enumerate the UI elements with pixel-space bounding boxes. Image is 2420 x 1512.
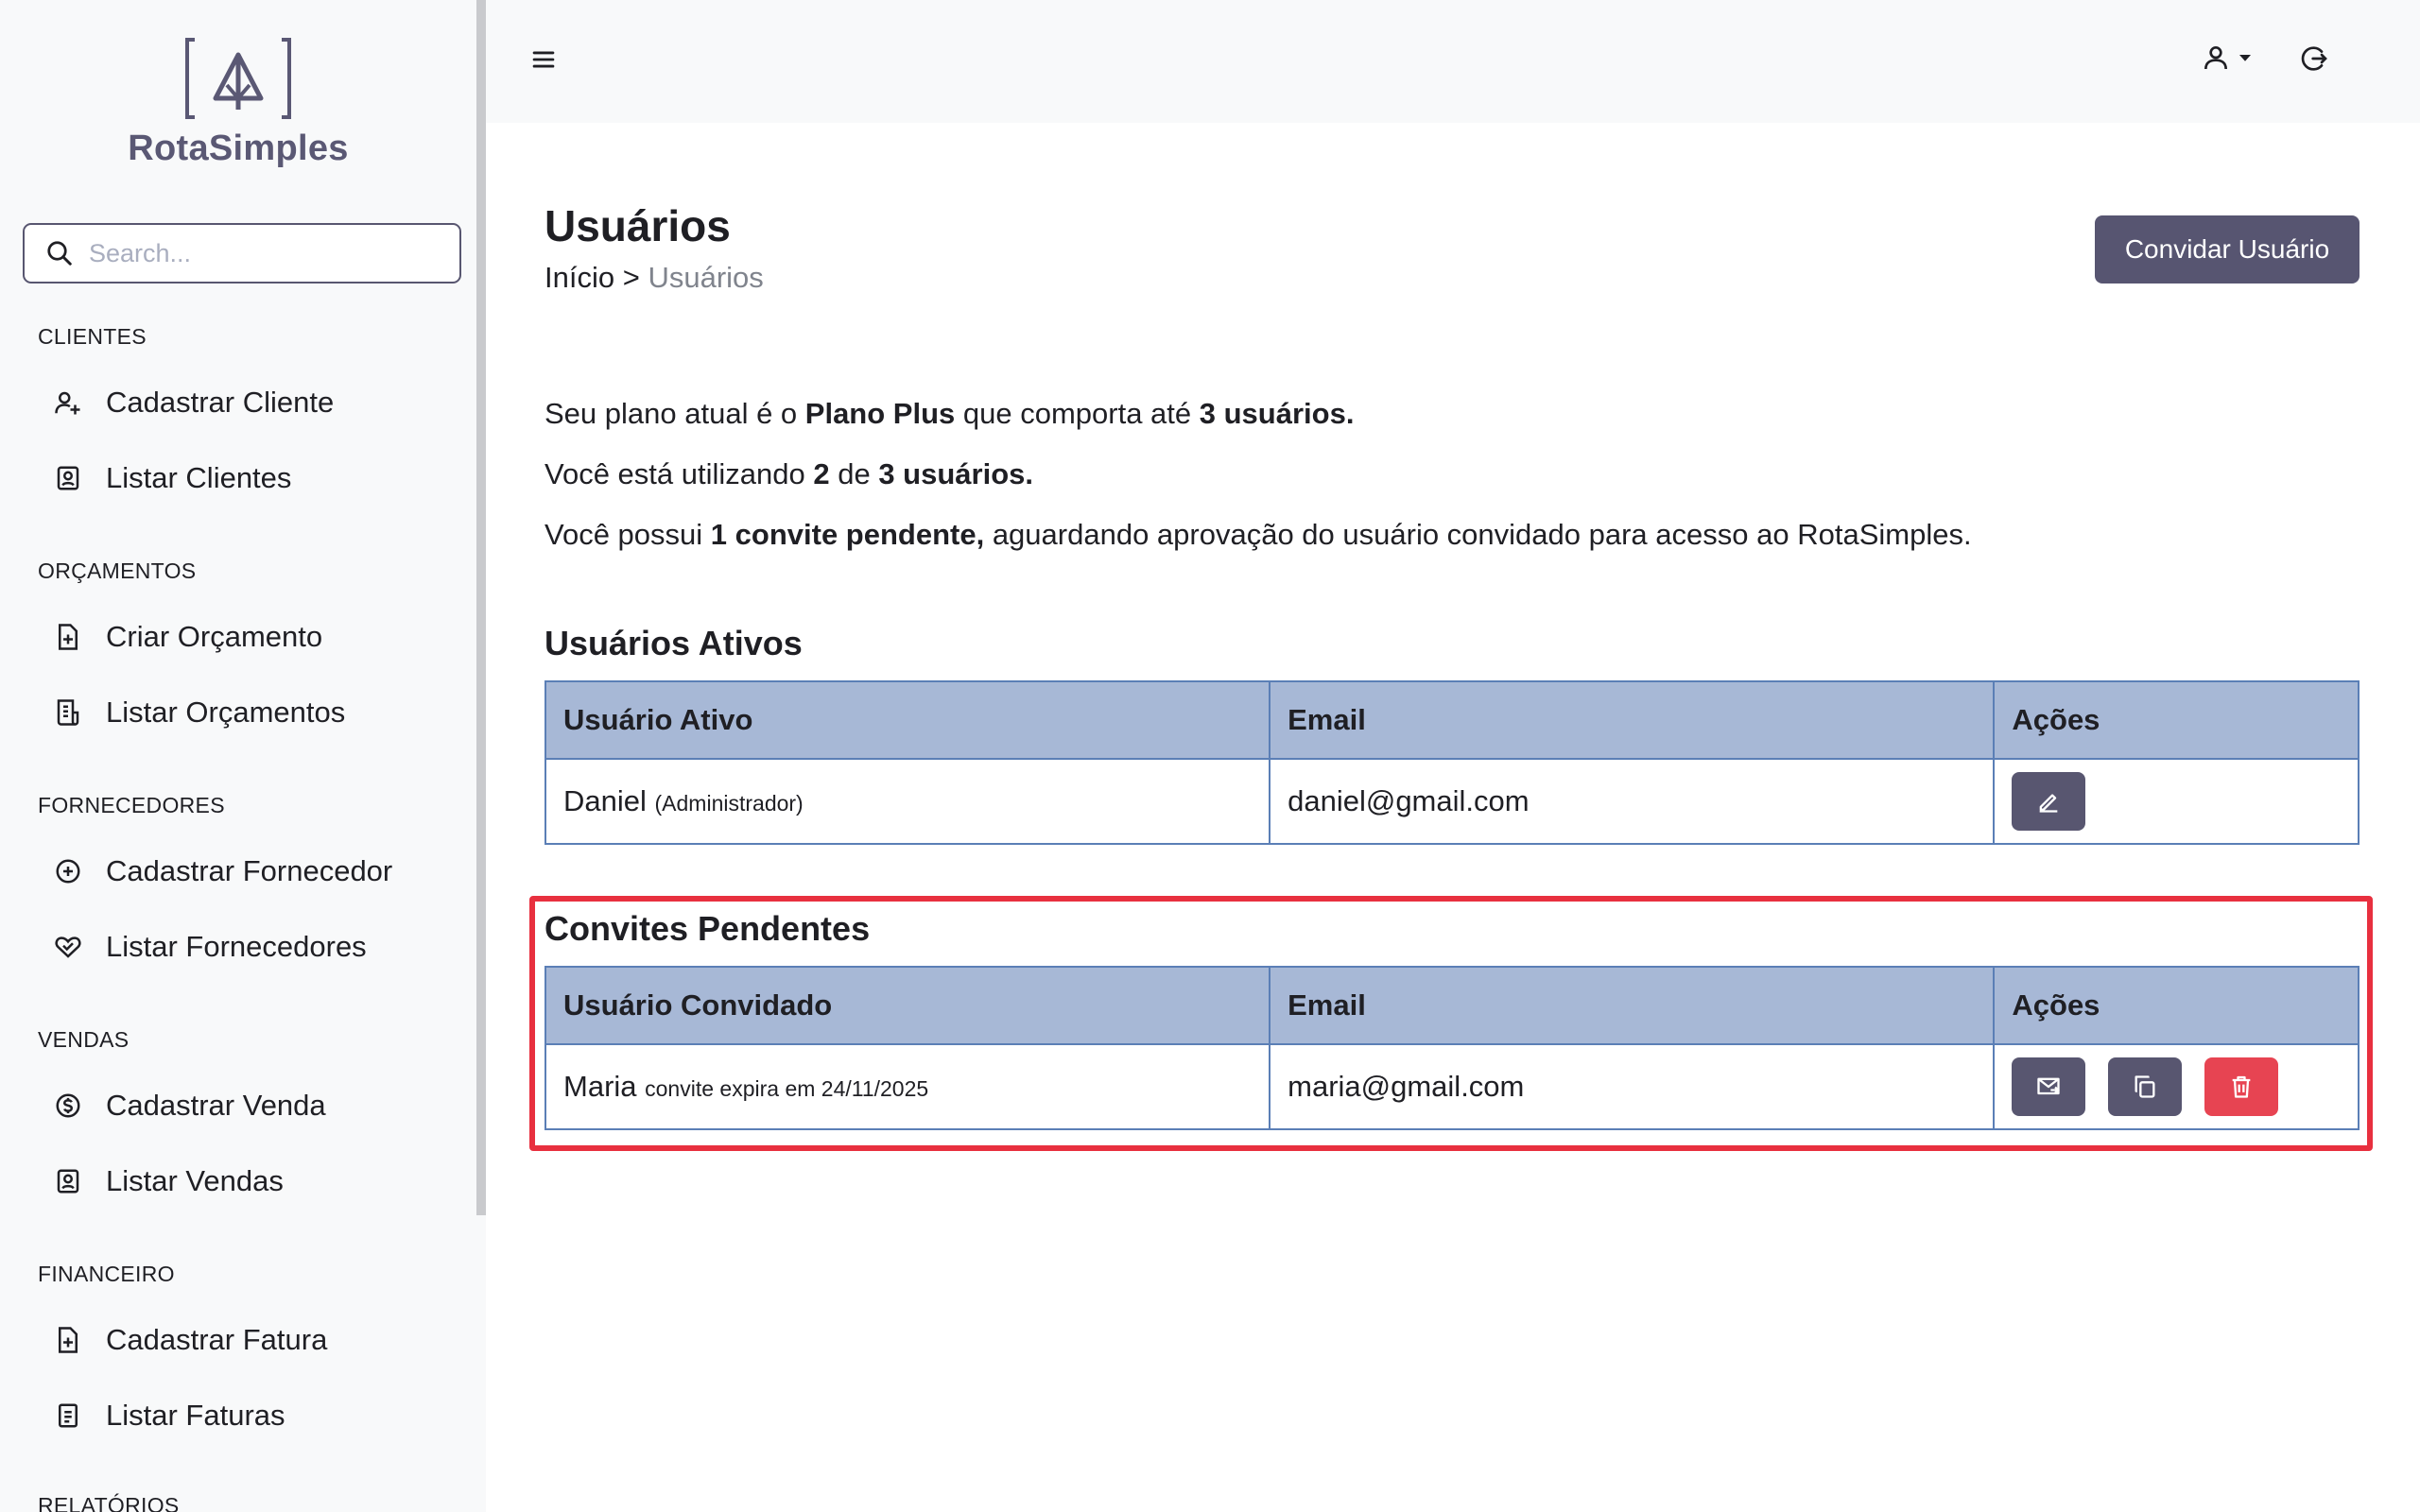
sidebar-item-label: Cadastrar Venda <box>106 1089 326 1122</box>
invite-name-cell <box>545 1044 1270 1129</box>
contact-card-icon <box>53 463 83 493</box>
column-header: Email <box>1270 681 1994 759</box>
caret-down-icon <box>2237 49 2254 66</box>
circle-plus-icon <box>53 856 83 886</box>
contact-card-icon <box>53 1166 83 1196</box>
heart-handshake-icon <box>53 932 83 962</box>
info-text: Você está utilizando <box>544 457 814 490</box>
dollar-circle-icon <box>53 1091 83 1121</box>
plan-info-line <box>544 397 1354 431</box>
active-users-title: Usuários Ativos <box>544 624 803 662</box>
info-text: aguardando aprovação do usuário convidado para acesso ao RotaSimples. <box>984 518 1972 551</box>
breadcrumb-home[interactable]: Início <box>544 261 615 294</box>
file-list-icon <box>53 1400 83 1431</box>
file-plus-icon <box>53 622 83 652</box>
invitee-email: maria@gmail.com <box>1270 1044 1994 1129</box>
nav-section-clientes: CLIENTES <box>38 324 147 349</box>
sidebar <box>0 0 476 1512</box>
info-text: de <box>829 457 879 490</box>
sidebar-item-label: Cadastrar Fatura <box>106 1323 328 1356</box>
breadcrumb <box>544 261 764 295</box>
nav-section-financeiro: FINANCEIRO <box>38 1262 175 1286</box>
column-header: Usuário Convidado <box>545 967 1270 1044</box>
copy-icon <box>2132 1074 2158 1100</box>
copy-invite-link-button[interactable] <box>2108 1057 2182 1116</box>
edit-user-button[interactable] <box>2012 772 2085 831</box>
user-role: (Administrador) <box>654 791 804 816</box>
topbar <box>486 0 2420 123</box>
nav-section-relatorios: RELATÓRIOS <box>38 1493 180 1512</box>
sidebar-item-label: Listar Vendas <box>106 1164 284 1197</box>
sidebar-item-listar-clientes[interactable] <box>53 461 291 495</box>
delete-invite-button[interactable] <box>2204 1057 2278 1116</box>
search-input[interactable] <box>89 239 448 268</box>
sidebar-item-criar-orcamento[interactable] <box>53 620 322 654</box>
info-text: Você possui <box>544 518 711 551</box>
active-users-table <box>544 680 2360 845</box>
user-name-cell <box>545 759 1270 844</box>
brand-name: RotaSimples <box>128 129 349 168</box>
resend-mail-icon <box>2035 1074 2062 1100</box>
pending-invites-title: Convites Pendentes <box>544 909 871 948</box>
sidebar-item-cadastrar-fornecedor[interactable] <box>53 854 392 888</box>
invitee-name: Maria <box>563 1070 637 1103</box>
edit-icon <box>2035 788 2062 815</box>
invite-user-button[interactable]: Convidar Usuário <box>2095 215 2360 284</box>
sidebar-item-label: Cadastrar Fornecedor <box>106 854 393 887</box>
sidebar-item-listar-faturas[interactable] <box>53 1399 285 1433</box>
pending-count: 1 convite pendente, <box>710 518 985 551</box>
page-title: Usuários <box>544 201 731 250</box>
sidebar-item-label: Listar Faturas <box>106 1399 285 1432</box>
info-text: Seu plano atual é o <box>544 397 805 430</box>
table-header-row <box>545 681 2359 759</box>
sidebar-item-listar-vendas[interactable] <box>53 1164 284 1198</box>
sidebar-item-cadastrar-fatura[interactable] <box>53 1323 327 1357</box>
user-icon <box>2201 42 2231 74</box>
sidebar-scroll-track <box>476 1215 486 1512</box>
user-plus-icon <box>53 387 83 418</box>
receipt-icon <box>53 697 83 728</box>
breadcrumb-separator: > <box>622 261 640 294</box>
sidebar-item-listar-fornecedores[interactable] <box>53 930 367 964</box>
plan-name: Plano Plus <box>804 397 956 430</box>
sidebar-item-cadastrar-venda[interactable] <box>53 1089 326 1123</box>
table-row <box>545 759 2359 844</box>
sidebar-scrollbar[interactable] <box>476 0 486 1215</box>
sidebar-item-cadastrar-cliente[interactable] <box>53 386 334 420</box>
user-email: daniel@gmail.com <box>1270 759 1994 844</box>
breadcrumb-current: Usuários <box>648 261 764 294</box>
usage-info-line <box>544 457 1033 491</box>
column-header: Ações <box>1994 681 2359 759</box>
resend-invite-button[interactable] <box>2012 1057 2085 1116</box>
menu-toggle-icon[interactable] <box>527 43 560 76</box>
invite-expiry: convite expira em 24/11/2025 <box>645 1076 929 1101</box>
nav-section-fornecedores: FORNECEDORES <box>38 793 225 817</box>
user-menu-button[interactable] <box>2201 42 2254 74</box>
table-header-row <box>545 967 2359 1044</box>
pending-invites-table <box>544 966 2360 1130</box>
sidebar-item-listar-orcamentos[interactable] <box>53 696 345 730</box>
column-header: Email <box>1270 967 1994 1044</box>
trash-icon <box>2228 1074 2255 1100</box>
file-plus-icon <box>53 1325 83 1355</box>
search-icon <box>45 239 74 267</box>
pending-info-line <box>544 518 1972 552</box>
actions-cell <box>1994 1044 2359 1129</box>
info-text: que comporta até <box>955 397 1200 430</box>
column-header: Ações <box>1994 967 2359 1044</box>
column-header: Usuário Ativo <box>545 681 1270 759</box>
table-row <box>545 1044 2359 1129</box>
search-box <box>23 223 461 284</box>
logout-icon[interactable] <box>2299 43 2329 78</box>
nav-section-vendas: VENDAS <box>38 1027 130 1052</box>
sidebar-item-label: Listar Orçamentos <box>106 696 346 729</box>
user-name: Daniel <box>563 784 647 817</box>
sidebar-item-label: Listar Clientes <box>106 461 292 494</box>
logo-mark-icon <box>182 36 295 123</box>
users-limit: 3 usuários. <box>878 457 1034 490</box>
plan-limit: 3 usuários. <box>1199 397 1355 430</box>
users-used: 2 <box>813 457 830 490</box>
sidebar-item-label: Cadastrar Cliente <box>106 386 335 419</box>
sidebar-item-label: Criar Orçamento <box>106 620 323 653</box>
sidebar-item-label: Listar Fornecedores <box>106 930 367 963</box>
nav-section-orcamentos: ORÇAMENTOS <box>38 558 197 583</box>
actions-cell <box>1994 759 2359 844</box>
brand-logo[interactable] <box>0 36 476 169</box>
